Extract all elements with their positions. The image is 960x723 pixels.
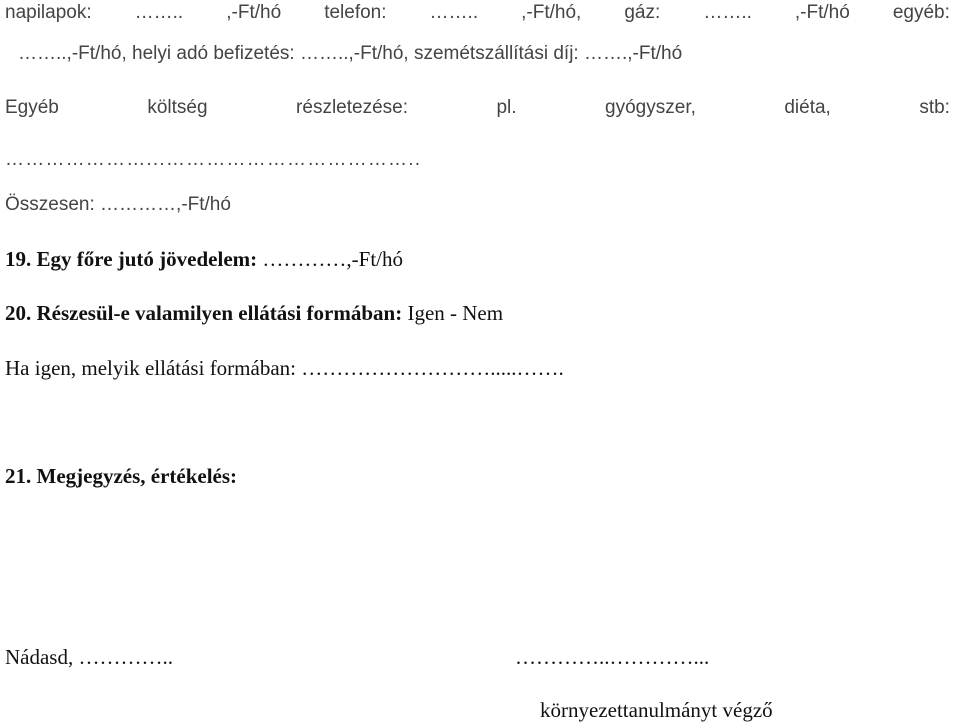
text-part: gáz: <box>624 2 661 23</box>
section-20-value: Igen - Nem <box>407 301 504 325</box>
blank-field: …….. <box>429 2 479 23</box>
total-line: Összesen: …………,-Ft/hó <box>5 194 231 215</box>
text-part: részletezése: <box>296 97 408 118</box>
text-part: diéta, <box>784 97 831 118</box>
section-19-value: …………,-Ft/hó <box>262 247 403 271</box>
section-20-label: 20. Részesül-e valamilyen ellátási formában: <box>5 301 403 325</box>
signature-label: környezettanulmányt végző <box>540 698 773 722</box>
signature-dots: …………..…………... <box>515 645 710 669</box>
text-part: egyéb: <box>892 2 950 23</box>
blank-field: …….. <box>703 2 752 23</box>
section-21-label: 21. Megjegyzés, értékelés: <box>5 464 238 488</box>
signature-line <box>5 697 950 723</box>
text-part: ,-Ft/hó <box>226 2 282 23</box>
text-part: telefon: <box>324 2 387 23</box>
expenses-line-1 <box>5 0 950 26</box>
section-19-label: 19. Egy főre jutó jövedelem: <box>5 247 258 271</box>
text-part: stb: <box>919 97 950 118</box>
text-part: ,-Ft/hó, <box>521 2 582 23</box>
expenses-line-2: ……..,-Ft/hó, helyi adó befizetés: ……..,-Ft/hó, szemétszállítási díj: …….,-Ft/hó <box>18 43 683 64</box>
text-part: ,-Ft/hó <box>794 2 850 23</box>
text-part: gyógyszer, <box>605 97 696 118</box>
other-costs-blank <box>5 147 950 173</box>
blank-field: …….. <box>134 2 184 23</box>
text-part: napilapok: <box>5 2 92 23</box>
footer-line <box>5 644 950 670</box>
section-19 <box>5 246 950 272</box>
section-20 <box>5 300 950 326</box>
care-form-line: Ha igen, melyik ellátási formában: ……………………….....……. <box>5 356 564 380</box>
text-part: Egyéb <box>5 97 59 118</box>
other-costs-line <box>5 95 950 121</box>
place-date: Nádasd, ………….. <box>5 645 173 669</box>
blank-field: …………………...……………………………….. <box>5 149 422 170</box>
text-part: költség <box>147 97 208 118</box>
text-part: pl. <box>496 97 517 118</box>
